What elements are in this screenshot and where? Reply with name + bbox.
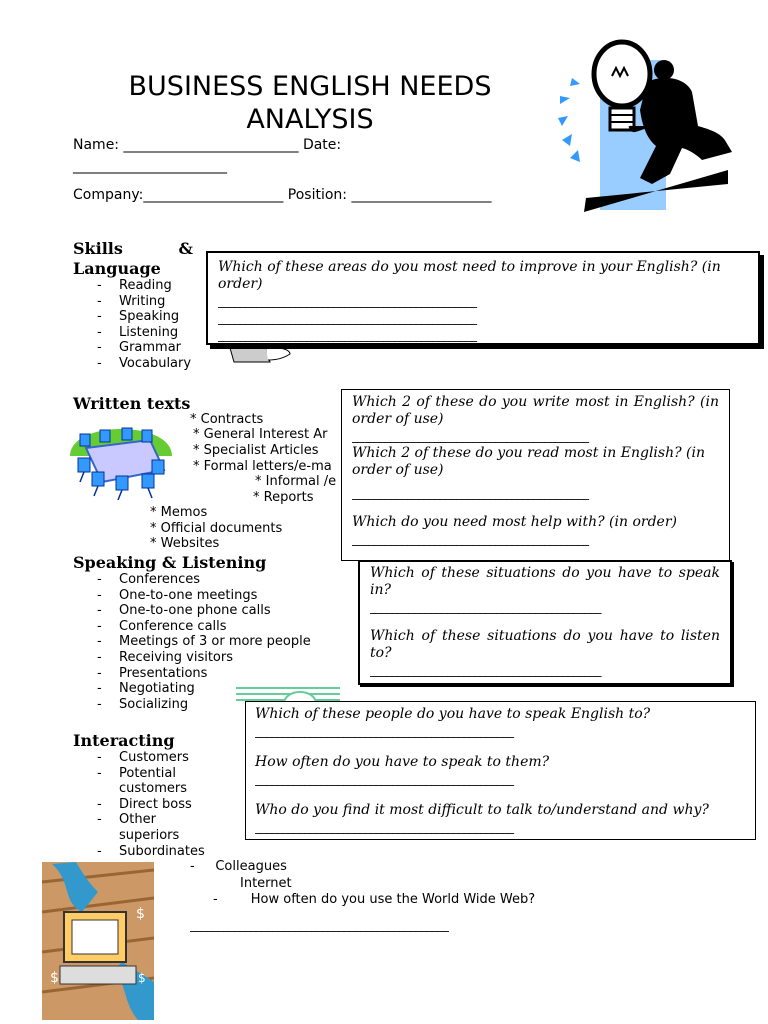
list-item: - Subordinates: [73, 844, 243, 860]
list-item: - One-to-one meetings: [73, 588, 311, 604]
colleagues-item: - Colleagues: [190, 859, 287, 874]
answer-line[interactable]: _______________________________________________: [218, 328, 477, 342]
svg-text:$: $: [136, 906, 145, 922]
written-item: * Specialist Articles: [193, 443, 319, 458]
list-item: - Meetings of 3 or more people: [73, 634, 311, 650]
written-item: * Informal /e: [255, 474, 337, 489]
position-blank[interactable]: ____________________: [351, 187, 492, 203]
page-title: BUSINESS ENGLISH NEEDS ANALYSIS: [128, 71, 492, 135]
answer-line[interactable]: ___________________________________________: [352, 532, 589, 546]
list-item: - Socializing: [73, 697, 311, 713]
list-item: - One-to-one phone calls: [73, 603, 311, 619]
answer-line[interactable]: ___________________________________________: [352, 486, 589, 500]
list-item: - Presentations: [73, 666, 311, 682]
position-label: Position:: [287, 187, 347, 203]
answer-line[interactable]: _______________________________________________: [218, 311, 477, 325]
answer-line[interactable]: __________________________________________: [370, 600, 601, 614]
answer-line[interactable]: _______________________________________________: [255, 772, 514, 786]
read-question: Which 2 of these do you read most in English? (in order of use): [352, 445, 706, 478]
company-position-row: [73, 187, 491, 203]
speaking-heading: Speaking & Listening: [73, 553, 267, 572]
written-item: * Formal letters/e-ma: [193, 459, 332, 474]
list-item: - Potential customers: [73, 766, 199, 797]
company-blank[interactable]: ____________________: [143, 187, 284, 203]
list-item: - Reading: [73, 278, 191, 294]
answer-line[interactable]: ___________________________________________: [352, 429, 589, 443]
internet-question: - How often do you use the World Wide Web?: [213, 892, 536, 907]
interacting-heading: Interacting: [73, 731, 175, 750]
written-item: * Contracts: [190, 412, 264, 427]
name-label: Name:: [73, 137, 120, 153]
svg-text:$: $: [138, 971, 146, 985]
internet-heading: Internet: [240, 876, 292, 891]
svg-text:$: $: [50, 970, 59, 986]
internet-answer-line[interactable]: _______________________________________________: [190, 918, 449, 932]
list-item: - Grammar: [73, 340, 191, 356]
list-item: - Conferences: [73, 572, 311, 588]
written-item: * General Interest Ar: [193, 427, 328, 442]
lightbulb-businessman-clipart: [552, 34, 738, 214]
frequency-question: How often do you have to speak to them?: [255, 754, 550, 770]
skills-heading: Skills & Language: [73, 239, 193, 278]
answer-line[interactable]: _______________________________________________: [255, 820, 514, 834]
written-question-box: [341, 389, 730, 561]
date-blank[interactable]: ______________________: [73, 158, 227, 174]
answer-line[interactable]: _______________________________________________: [218, 294, 477, 308]
written-item: * Memos: [150, 505, 208, 520]
skills-question: Which of these areas do you most need to improve in your English? (in order): [218, 259, 721, 292]
answer-line[interactable]: _______________________________________________: [255, 724, 514, 738]
interacting-list: [73, 750, 243, 859]
written-heading: Written texts: [73, 394, 191, 413]
list-item: - Conference calls: [73, 619, 311, 635]
date-label: Date:: [302, 137, 342, 153]
difficulty-question: Who do you find it most difficult to talk to/understand and why?: [255, 802, 709, 818]
company-label: Company:: [73, 187, 144, 203]
help-question: Which do you need most help with? (in order): [352, 514, 677, 530]
computer-money-clipart: [42, 862, 154, 1020]
listen-question: Which of these situations do you have to listen to?: [370, 628, 720, 661]
list-item: - Vocabulary: [73, 356, 191, 372]
list-item: - Listening: [73, 325, 191, 341]
skills-question-box: [206, 251, 760, 345]
speaking-question-box: [358, 560, 732, 685]
list-item: - Customers: [73, 750, 243, 766]
written-item: * Official documents: [150, 521, 283, 536]
written-item: * Websites: [150, 536, 220, 551]
write-question: Which 2 of these do you write most in English? (in order of use): [352, 394, 719, 427]
answer-line[interactable]: __________________________________________: [370, 663, 601, 677]
name-blank[interactable]: _________________________: [123, 137, 299, 153]
people-question: Which of these people do you have to speak English to?: [255, 706, 651, 722]
list-item: - Negotiating: [73, 681, 311, 697]
speak-question: Which of these situations do you have to speak in?: [370, 565, 720, 598]
name-date-row: [73, 137, 341, 153]
written-item: * Reports: [253, 490, 314, 505]
list-item: - Writing: [73, 294, 191, 310]
skills-list: [73, 278, 191, 372]
list-item: - Other superiors: [73, 812, 199, 843]
list-item: - Speaking: [73, 309, 191, 325]
interacting-question-box: [245, 701, 756, 840]
list-item: - Receiving visitors: [73, 650, 311, 666]
meeting-table-clipart: [66, 410, 176, 500]
list-item: - Direct boss: [73, 797, 243, 813]
book-clipart: [228, 344, 294, 366]
